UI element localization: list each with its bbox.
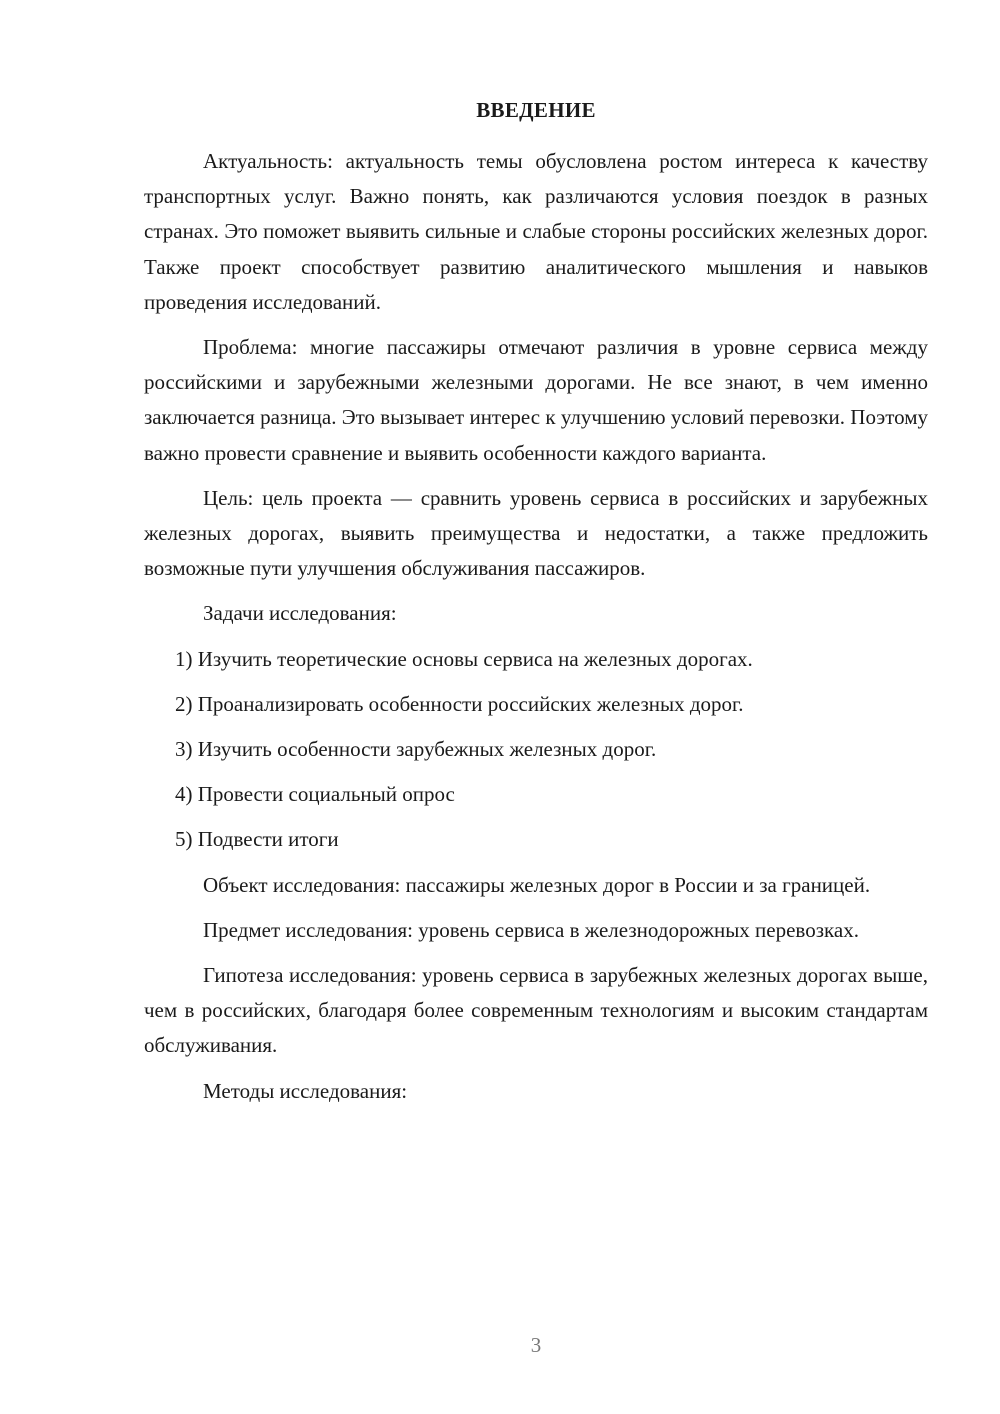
object-paragraph: Объект исследования: пассажиры железных дорог в России и за границей. <box>203 872 871 897</box>
page-content <box>144 94 928 1119</box>
problem-paragraph: Проблема: многие пассажиры отмечают различия в уровне сервиса между российскими и зарубежными железными дорогами. Не все знают, в чем именно заключается разница. Это вызывает интерес к улучшению условий перевозки. Поэтому важно провести сравнение и выявить особенности каждого варианта. <box>144 335 928 465</box>
subject-paragraph: Предмет исследования: уровень сервиса в железнодорожных перевозках. <box>203 917 859 942</box>
tasks-heading: Задачи исследования: <box>203 601 397 626</box>
page-number: 3 <box>530 1333 542 1357</box>
methods-heading: Методы исследования: <box>203 1078 408 1103</box>
relevance-paragraph: Актуальность: актуальность темы обусловлена ростом интереса к качеству транспортных услуг. Важно понять, как различаются условия поездок в разных странах. Это поможет выявить сильные и слабые стороны российских железных дорог. Также проект способствует развитию аналитического мышления и навыков проведения исследований. <box>144 149 928 314</box>
hypothesis-paragraph: Гипотеза исследования: уровень сервиса в зарубежных железных дорогах выше, чем в российских, благодаря более современным технологиям и высоким стандартам обслуживания. <box>144 963 928 1058</box>
list-item: 2) Проанализировать особенности российских железных дорог. <box>175 691 744 716</box>
list-item: 3) Изучить особенности зарубежных железных дорог. <box>175 737 657 762</box>
list-item: 4) Провести социальный опрос <box>175 782 455 807</box>
list-item: 5) Подвести итоги <box>175 827 339 852</box>
tasks-list <box>144 642 928 858</box>
goal-paragraph: Цель: цель проекта — сравнить уровень сервиса в российских и зарубежных железных дорогах, выявить преимущества и недостатки, а также предложить возможные пути улучшения обслуживания пассажиров. <box>144 485 928 581</box>
section-title: ВВЕДЕНИЕ <box>476 98 596 122</box>
list-item: 1) Изучить теоретические основы сервиса на железных дорогах. <box>175 646 753 671</box>
